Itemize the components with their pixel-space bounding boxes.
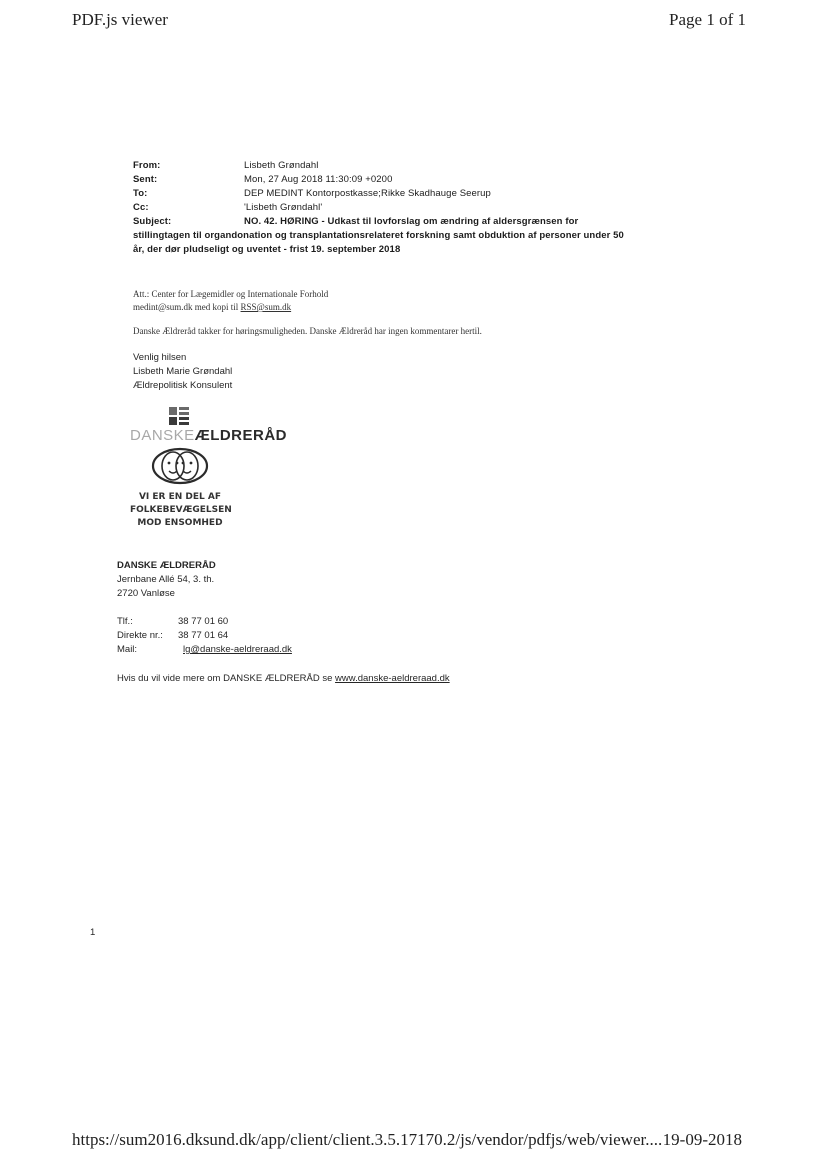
logo-text-bold: ÆLDRERÅD <box>194 427 288 444</box>
direct-value: 38 77 01 64 <box>178 630 229 641</box>
app-title: PDF.js viewer <box>72 10 168 29</box>
signature-org: DANSKE ÆLDRERÅD <box>117 560 216 571</box>
att-line-2 <box>133 302 291 312</box>
from-value: Lisbeth Grøndahl <box>244 160 319 171</box>
footer-date: 19-09-2018 <box>662 1130 742 1149</box>
cc-value: 'Lisbeth Grøndahl' <box>244 202 323 213</box>
mail-label: Mail: <box>117 644 138 655</box>
from-label: From: <box>133 160 161 171</box>
subject-line-3: år, der dør pludseligt og uventet - frist 19. september 2018 <box>133 244 401 255</box>
logo-text-light: DANSKE <box>130 427 195 444</box>
subject-line-2: stillingtagen til organdonation og transplantationsrelateret forskning samt obduktion af personer under 50 <box>133 230 624 241</box>
direct-label: Direkte nr.: <box>117 630 163 641</box>
message-text: Danske Ældreråd takker for høringsmuligheden. Danske Ældreråd har ingen kommentarer hertil. <box>133 326 482 336</box>
logo-text <box>130 427 287 444</box>
sender-name: Lisbeth Marie Grøndahl <box>133 366 233 377</box>
att-line-2-text: medint@sum.dk med kopi til <box>133 302 241 312</box>
to-value: DEP MEDINT Kontorpostkasse;Rikke Skadhauge Seerup <box>244 188 491 199</box>
more-info <box>117 673 450 684</box>
att-line-1: Att.: Center for Lægemidler og Internationale Forhold <box>133 289 329 299</box>
sender-position: Ældrepolitisk Konsulent <box>133 380 233 391</box>
sent-value: Mon, 27 Aug 2018 11:30:09 +0200 <box>244 174 393 185</box>
website-link[interactable]: www.danske-aeldreraad.dk <box>335 673 450 684</box>
footer-url: https://sum2016.dksund.dk/app/client/client.3.5.17170.2/js/vendor/pdfjs/web/viewer.... <box>72 1130 663 1149</box>
to-label: To: <box>133 188 148 199</box>
tlf-label: Tlf.: <box>117 616 133 627</box>
faces-icon <box>151 447 209 485</box>
page-number: 1 <box>90 927 96 938</box>
page-info: Page 1 of 1 <box>669 10 746 29</box>
signature-street: Jernbane Allé 54, 3. th. <box>117 574 215 585</box>
rss-email-link[interactable]: RSS@sum.dk <box>240 302 292 312</box>
slogan-line-2: FOLKEBEVÆGELSEN <box>130 505 232 515</box>
slogan <box>130 491 230 530</box>
slogan-line-3: MOD ENSOMHED <box>137 518 223 528</box>
sent-label: Sent: <box>133 174 158 185</box>
signature-city: 2720 Vanløse <box>117 588 175 599</box>
cc-label: Cc: <box>133 202 149 213</box>
greeting: Venlig hilsen <box>133 352 187 363</box>
subject-line-1: NO. 42. HØRING - Udkast til lovforslag om ændring af aldersgrænsen for <box>244 216 579 227</box>
logo-mark-icon <box>168 406 190 426</box>
more-info-text: Hvis du vil vide mere om DANSKE ÆLDRERÅD se <box>117 673 336 684</box>
subject-label: Subject: <box>133 216 172 227</box>
tlf-value: 38 77 01 60 <box>178 616 229 627</box>
mail-link[interactable]: lg@danske-aeldreraad.dk <box>183 644 292 655</box>
slogan-line-1: VI ER EN DEL AF <box>138 492 222 502</box>
